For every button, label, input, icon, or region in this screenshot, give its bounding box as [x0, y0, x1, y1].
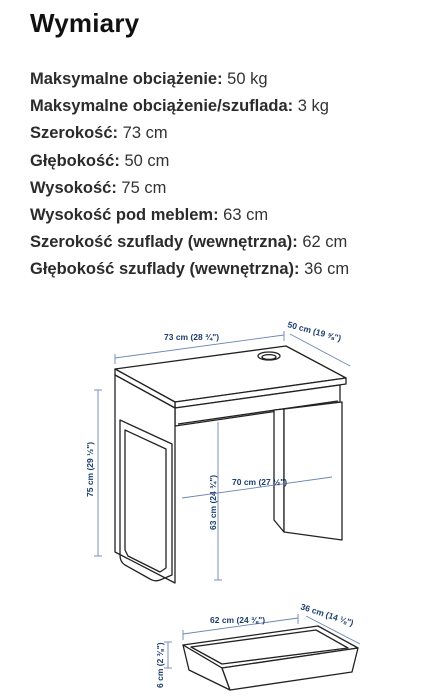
spec-row-width: [30, 120, 349, 147]
drawer-width-label: 62 cm (24 ⅜"): [210, 615, 266, 625]
spec-row-max-load-drawer: [30, 93, 349, 120]
spec-row-under-height: [30, 202, 349, 229]
spec-value: 75 cm: [121, 178, 167, 197]
spec-row-depth: [30, 148, 349, 175]
spec-value: 50 kg: [227, 70, 268, 88]
spec-value: 62 cm: [302, 233, 348, 252]
page-title: Wymiary: [30, 8, 140, 38]
spec-label: Szerokość szuflady (wewnętrzna):: [30, 233, 298, 252]
spec-row-max-load: [30, 66, 349, 93]
desk-right-leg-side: [284, 402, 342, 540]
dimension-diagram: [0, 300, 445, 699]
spec-value: 63 cm: [223, 205, 269, 224]
desk-right-leg-front: [274, 409, 284, 532]
desk-width-label: 73 cm (28 ¾"): [164, 332, 220, 342]
spec-label: Wysokość pod meblem:: [30, 205, 219, 224]
spec-row-height: [30, 175, 349, 202]
spec-value: 73 cm: [122, 124, 168, 143]
spec-label: Głębokość szuflady (wewnętrzna):: [30, 260, 300, 279]
desk-height-label: 75 cm (29 ½"): [85, 441, 95, 497]
spec-list: [30, 66, 349, 284]
spec-label: Maksymalne obciążenie/szuflada:: [30, 97, 294, 116]
spec-row-drawer-width: [30, 229, 349, 256]
desk-drawing: [115, 346, 346, 583]
desk-depth-label: 50 cm (19 ⅝"): [286, 319, 343, 344]
spec-value: 3 kg: [297, 97, 329, 116]
spec-value: 50 cm: [124, 151, 170, 170]
spec-label: Maksymalne obciążenie:: [30, 70, 223, 88]
spec-value: 36 cm: [304, 260, 350, 279]
under-width-label: 70 cm (27 ½"): [232, 477, 288, 487]
drawer-drawing: [183, 626, 358, 690]
spec-label: Wysokość:: [30, 178, 117, 197]
spec-label: Szerokość:: [30, 124, 119, 143]
drawer-height-label: 6 cm (2 ⅜"): [155, 642, 165, 688]
under-height-label: 63 cm (24 ¾"): [208, 474, 218, 530]
drawer-depth-label: 36 cm (14 ⅛"): [299, 601, 355, 628]
spec-row-drawer-depth: [30, 256, 349, 283]
spec-label: Głębokość:: [30, 151, 120, 170]
